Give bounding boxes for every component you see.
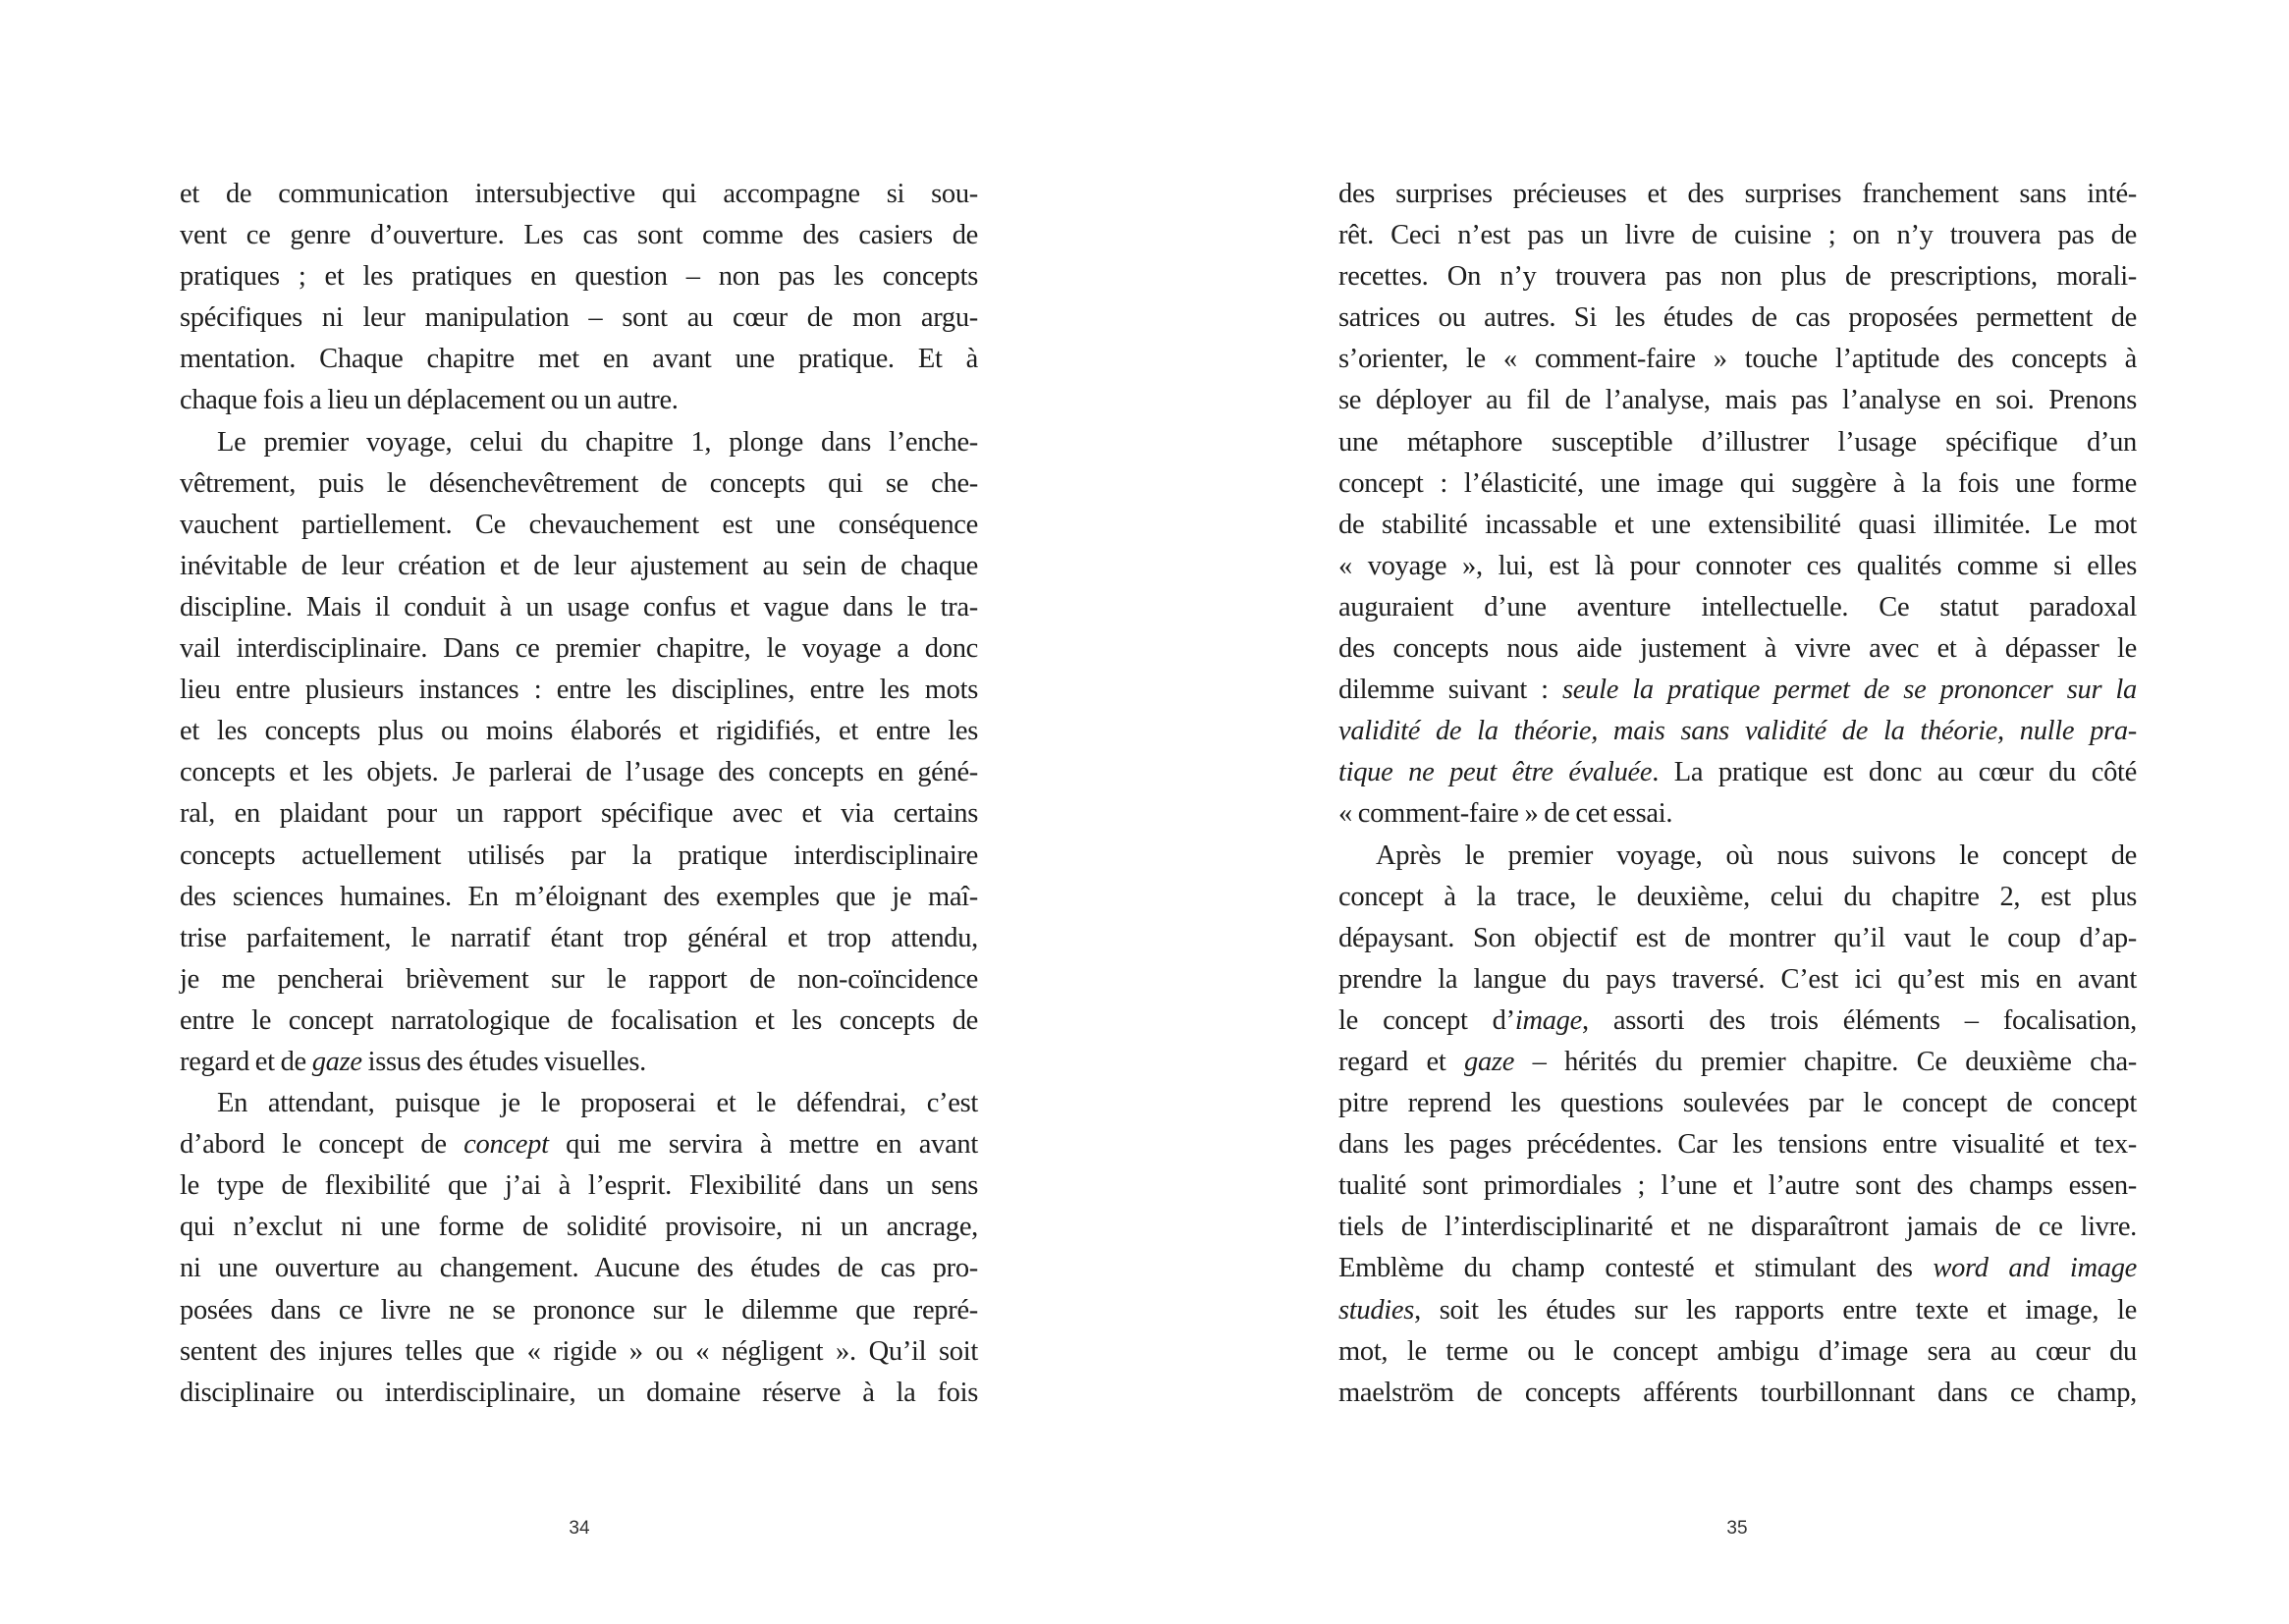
text-segment: ral, en plaidant pour un rapport spécifique avec et via certains — [180, 798, 978, 830]
text-segment: dilemme suivant : — [1338, 675, 1562, 706]
text-line — [180, 380, 978, 421]
text-line — [1338, 1248, 2137, 1289]
text-line — [1338, 959, 2137, 1001]
text-line — [180, 877, 978, 918]
text-segment: ni une ouverture au changement. Aucune des études de cas pro- — [180, 1253, 978, 1284]
text-segment: « voyage », lui, est là pour connoter ces qualités comme si elles — [1338, 550, 2137, 581]
text-segment: entre le concept narratologique de focalisation et les concepts de — [180, 1004, 978, 1036]
left-page-text — [180, 174, 978, 1414]
text-line — [180, 1290, 978, 1331]
text-segment: , soit les études sur les rapports entre texte et image, le — [1414, 1294, 2137, 1326]
text-line — [180, 215, 978, 256]
text-line — [1338, 174, 2137, 215]
text-segment: chaque fois a lieu un déplacement ou un autre. — [180, 385, 679, 416]
text-line — [180, 711, 978, 752]
text-line — [180, 174, 978, 215]
text-segment: se déployer au fil de l’analyse, mais pas l’analyse en soi. Prenons — [1338, 385, 2137, 416]
italic-text: gaze — [1464, 1046, 1515, 1077]
text-line — [180, 628, 978, 670]
text-line — [180, 1248, 978, 1289]
text-segment: mot, le terme ou le concept ambigu d’image sera au cœur du — [1338, 1335, 2137, 1367]
text-segment: des sciences humaines. En m’éloignant des exemples que je maî- — [180, 881, 978, 912]
italic-text: image — [1514, 1004, 1582, 1036]
text-line — [180, 793, 978, 835]
text-segment: issus des études visuelles. — [361, 1046, 646, 1077]
text-segment: s’orienter, le « comment-faire » touche l’aptitude des concepts à — [1338, 344, 2137, 375]
text-segment: « comment-faire » de cet essai. — [1338, 798, 1673, 830]
text-segment: des surprises précieuses et des surprises franchement sans inté- — [1338, 179, 2137, 209]
right-page-text — [1338, 174, 2137, 1414]
text-segment: spécifiques ni leur manipulation – sont au cœur de mon argu- — [180, 302, 978, 334]
text-segment: sentent des injures telles que « rigide » ou « négligent ». Qu’il soit — [180, 1335, 978, 1367]
text-segment: de stabilité incassable et une extensibilité quasi illimitée. Le mot — [1338, 509, 2137, 540]
text-segment: trise parfaitement, le narratif étant trop général et trop attendu, — [180, 922, 978, 953]
text-line — [180, 752, 978, 793]
italic-text: validité de la théorie, mais sans validité de la théorie, nulle pra- — [1338, 716, 2137, 747]
text-segment: tualité sont primordiales ; l’une et l’autre sont des champs essen- — [1338, 1170, 2137, 1202]
text-line — [1338, 380, 2137, 421]
text-segment: des concepts nous aide justement à vivre avec et à dépasser le — [1338, 633, 2137, 665]
text-segment: vauchent partiellement. Ce chevauchement est une conséquence — [180, 509, 978, 540]
text-line — [180, 505, 978, 546]
text-segment: Emblème du champ contesté et stimulant des — [1338, 1253, 1934, 1284]
text-line — [180, 1373, 978, 1414]
text-line — [180, 587, 978, 628]
text-line — [180, 1124, 978, 1165]
text-line — [1338, 1124, 2137, 1165]
text-segment: une métaphore susceptible d’illustrer l’usage spécifique d’un — [1338, 426, 2137, 458]
text-segment: le concept d’ — [1338, 1004, 1515, 1036]
text-line — [180, 339, 978, 380]
text-segment: prendre la langue du pays traversé. C’est ici qu’est mis en avant — [1338, 963, 2137, 995]
text-segment: regard et de — [180, 1046, 312, 1077]
text-line — [1338, 339, 2137, 380]
text-segment: satrices ou autres. Si les études de cas proposées permettent de — [1338, 302, 2137, 334]
text-segment: dans les pages précédentes. Car les tensions entre visualité et tex- — [1338, 1129, 2137, 1161]
text-segment: concepts actuellement utilisés par la pratique interdisciplinaire — [180, 839, 978, 871]
text-line — [180, 836, 978, 877]
text-line — [180, 298, 978, 339]
page-number-right: 35 — [1726, 1518, 1748, 1539]
italic-text: seule la pratique permet de se prononcer sur la — [1561, 675, 2137, 706]
text-segment: – hérités du premier chapitre. Ce deuxième cha- — [1514, 1046, 2137, 1077]
text-line — [1338, 711, 2137, 752]
italic-text: concept — [463, 1129, 549, 1161]
text-segment: Le premier voyage, celui du chapitre 1, plonge dans l’enche- — [217, 426, 978, 458]
text-line — [180, 546, 978, 587]
text-segment: je me pencherai brièvement sur le rapport de non-coïncidence — [180, 963, 978, 995]
text-line — [1338, 628, 2137, 670]
text-segment: rêt. Ceci n’est pas un livre de cuisine ; on n’y trouvera pas de — [1338, 220, 2137, 251]
text-segment: , assorti des trois éléments – focalisation, — [1581, 1004, 2137, 1036]
text-segment: vêtrement, puis le désenchevêtrement de concepts qui se che- — [180, 467, 978, 499]
text-line — [1338, 1331, 2137, 1373]
text-line — [1338, 546, 2137, 587]
text-segment: discipline. Mais il conduit à un usage confus et vague dans le tra- — [180, 591, 978, 623]
italic-text: tique ne peut être évaluée — [1338, 757, 1653, 788]
text-segment: mentation. Chaque chapitre met en avant une pratique. Et à — [180, 344, 978, 375]
text-line — [1338, 1083, 2137, 1124]
text-segment: tiels de l’interdisciplinarité et ne disparaîtront jamais de ce livre. — [1338, 1212, 2137, 1243]
text-line — [1338, 670, 2137, 711]
text-segment: posées dans ce livre ne se prononce sur le dilemme que repré- — [180, 1294, 978, 1326]
text-line — [180, 256, 978, 298]
text-line — [1338, 918, 2137, 959]
text-segment: . La pratique est donc au cœur du côté — [1652, 757, 2138, 788]
italic-text: word and image — [1933, 1253, 2137, 1284]
text-line — [180, 1331, 978, 1373]
text-segment: vail interdisciplinaire. Dans ce premier chapitre, le voyage a donc — [180, 633, 978, 665]
text-segment: dépaysant. Son objectif est de montrer qu’il vaut le coup d’ap- — [1338, 922, 2137, 953]
text-segment: et les concepts plus ou moins élaborés et rigidifiés, et entre les — [180, 716, 978, 747]
text-line — [180, 422, 978, 463]
text-line — [1338, 1290, 2137, 1331]
text-line — [180, 959, 978, 1001]
text-line — [180, 1165, 978, 1207]
text-segment: maelström de concepts afférents tourbillonnant dans ce champ, — [1338, 1377, 2137, 1408]
text-line — [180, 670, 978, 711]
text-line — [180, 463, 978, 505]
text-segment: pratiques ; et les pratiques en question – non pas les concepts — [180, 261, 978, 293]
text-line — [1338, 587, 2137, 628]
text-line — [1338, 1042, 2137, 1083]
text-segment: qui me servira à mettre en avant — [548, 1129, 978, 1161]
text-line — [1338, 793, 2137, 835]
text-line — [1338, 422, 2137, 463]
text-segment: regard et — [1338, 1046, 1465, 1077]
text-line — [1338, 836, 2137, 877]
text-segment: qui n’exclut ni une forme de solidité provisoire, ni un ancrage, — [180, 1212, 978, 1243]
text-line — [180, 1207, 978, 1248]
text-segment: Après le premier voyage, où nous suivons le concept de — [1376, 839, 2137, 871]
text-line — [1338, 256, 2137, 298]
text-line — [1338, 1001, 2137, 1042]
text-line — [1338, 463, 2137, 505]
text-line — [1338, 1165, 2137, 1207]
text-line — [1338, 877, 2137, 918]
text-line — [180, 1042, 978, 1083]
text-line — [1338, 298, 2137, 339]
text-line — [1338, 215, 2137, 256]
text-line — [180, 918, 978, 959]
text-line — [180, 1083, 978, 1124]
text-line — [1338, 1207, 2137, 1248]
text-segment: d’abord le concept de — [180, 1129, 464, 1161]
text-line — [1338, 752, 2137, 793]
page-number-left: 34 — [569, 1518, 590, 1539]
text-segment: recettes. On n’y trouvera pas non plus de prescriptions, morali- — [1338, 261, 2137, 293]
text-segment: le type de flexibilité que j’ai à l’esprit. Flexibilité dans un sens — [180, 1170, 978, 1202]
italic-text: studies — [1338, 1294, 1415, 1326]
text-segment: inévitable de leur création et de leur ajustement au sein de chaque — [180, 550, 978, 581]
text-segment: concept : l’élasticité, une image qui suggère à la fois une forme — [1338, 467, 2137, 499]
text-segment: auguraient d’une aventure intellectuelle. Ce statut paradoxal — [1338, 591, 2137, 623]
text-segment: concepts et les objets. Je parlerai de l’usage des concepts en géné- — [180, 757, 978, 788]
italic-text: gaze — [311, 1046, 362, 1077]
text-segment: vent ce genre d’ouverture. Les cas sont comme des casiers de — [180, 220, 978, 251]
text-segment: disciplinaire ou interdisciplinaire, un domaine réserve à la fois — [180, 1377, 978, 1408]
text-segment: pitre reprend les questions soulevées par le concept de concept — [1338, 1088, 2137, 1119]
text-segment: concept à la trace, le deuxième, celui du chapitre 2, est plus — [1338, 881, 2137, 912]
text-line — [180, 1001, 978, 1042]
text-line — [1338, 505, 2137, 546]
text-segment: En attendant, puisque je le proposerai et le défendrai, c’est — [217, 1088, 978, 1119]
text-segment: et de communication intersubjective qui accompagne si sou- — [180, 179, 978, 209]
text-segment: lieu entre plusieurs instances : entre les disciplines, entre les mots — [180, 675, 978, 706]
text-line — [1338, 1373, 2137, 1414]
